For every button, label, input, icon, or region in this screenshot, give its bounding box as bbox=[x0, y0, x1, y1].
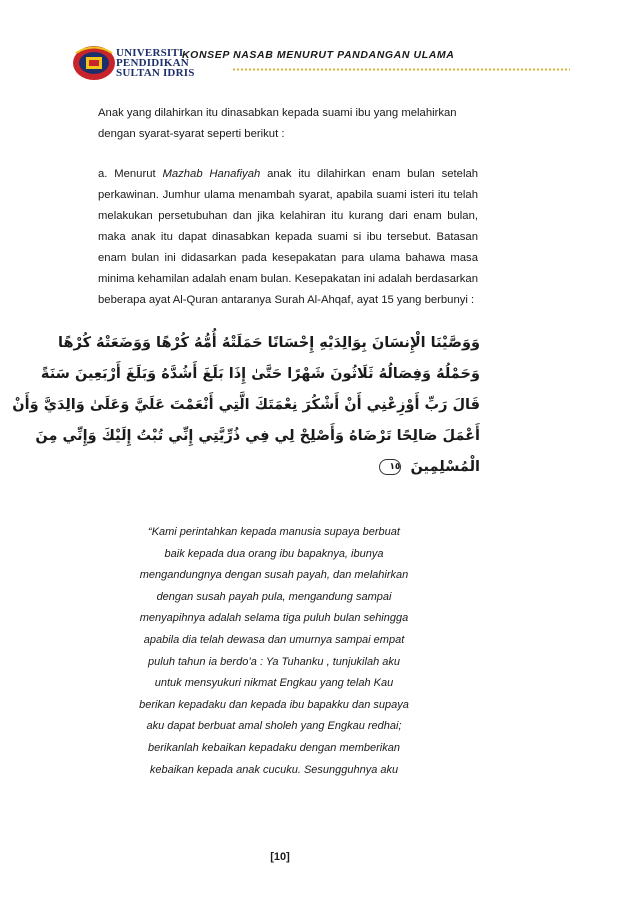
translation-line: kebaikan kepada anak cucuku. Sesungguhnya aku bbox=[149, 763, 399, 776]
university-crest-icon bbox=[72, 44, 116, 82]
quran-verse-line: الْمُسْلِمِينَ bbox=[410, 459, 480, 475]
translation-line: aku dapat berbuat amal sholeh yang Engkau redhai; bbox=[146, 720, 402, 733]
page-header bbox=[72, 40, 572, 90]
verse-translation bbox=[118, 522, 430, 781]
point-a-label: a. bbox=[98, 168, 108, 180]
intro-paragraph: Anak yang dilahirkan itu dinasabkan kepada suami ibu yang melahirkan dengan syarat-syarat seperti berikut : bbox=[98, 107, 457, 140]
translation-line: berikanlah kebaikan kepadaku dengan memberikan bbox=[148, 741, 400, 754]
translation-line: dengan susah payah pula, mengandung sampai bbox=[156, 590, 392, 603]
university-line-2: PENDIDIKAN bbox=[116, 57, 189, 69]
quran-verse-line: وَوَصَّيْنَا الْإِنسَانَ بِوَالِدَيْهِ إِحْسَانًا حَمَلَتْهُ أُمُّهُ كُرْهًا وَوَضَعَتْهُ كُرْهًا bbox=[58, 335, 480, 351]
quran-verse-line: قَالَ رَبِّ أَوْزِعْنِي أَنْ أَشْكُرَ نِعْمَتَكَ الَّتِي أَنْعَمْتَ عَلَيَّ وَعَلَىٰ وَالِدَيَّ وَأَنْ bbox=[12, 397, 480, 413]
translation-line: puluh tahun ia berdo’a : Ya Tuhanku , tunjukilah aku bbox=[148, 655, 400, 668]
university-line-1: UNIVERSITI bbox=[116, 47, 184, 59]
point-a-text: anak itu dilahirkan enam bulan setelah perkawinan. Jumhur ulama menambah syarat, apabila suami isteri itu telah melakukan persetubuhan dan jika kelahiran itu kurang dari enam bulan, maka anak itu dapat dinasabkan kepada suami si ibu tersebut. Batasan enam bulan ini didasarkan pada kesepakatan para ulama bahawa masa minima kehamilan adalah enam bulan. Kesepakatan ini adalah berdasarkan beberapa ayat Al-Quran antaranya Surah Al-Ahqaf, ayat 15 yang berbunyi : bbox=[98, 168, 479, 306]
translation-line: “Kami perintahkan kepada manusia supaya berbuat bbox=[148, 526, 400, 538]
university-line-3: SULTAN IDRIS bbox=[116, 67, 195, 79]
quran-verse-last-line bbox=[104, 452, 480, 483]
quran-verse-line: أَعْمَلَ صَالِحًا تَرْضَاهُ وَأَصْلِحْ لِي فِي ذُرِّيَّتِي إِنِّي تُبْتُ إِلَيْكَ وَإِنِّي مِنَ bbox=[35, 428, 480, 444]
header-dotted-rule bbox=[232, 68, 570, 71]
translation-line: apabila dia telah dewasa dan umurnya sampai empat bbox=[143, 633, 405, 646]
point-a-paragraph bbox=[98, 164, 478, 311]
translation-line: menyapihnya adalah selama tiga puluh bulan sehingga bbox=[139, 612, 409, 625]
translation-line: mengandungnya dengan susah payah, dan melahirkan bbox=[139, 569, 409, 582]
page-number: [10] bbox=[270, 851, 290, 863]
translation-line: untuk mensyukuri nikmat Engkau yang telah Kau bbox=[154, 677, 394, 690]
quran-verse-line: وَحَمْلُهُ وَفِصَالُهُ ثَلَاثُونَ شَهْرًا حَتَّىٰ إِذَا بَلَغَ أَشُدَّهُ وَبَلَغَ أَرْبَعِينَ سَنَةً bbox=[40, 366, 480, 382]
translation-line: baik kepada dua orang ibu bapaknya, ibunya bbox=[164, 547, 384, 560]
mazhab-name: Mazhab Hanafiyah bbox=[162, 168, 261, 180]
page-header-title: KONSEP NASAB MENURUT PANDANGAN ULAMA bbox=[182, 49, 455, 61]
translation-line: berikan kepadaku dan kepada ibu bapakku dan supaya bbox=[139, 698, 409, 711]
quran-verse-block bbox=[12, 328, 480, 514]
point-a-prefix: Menurut bbox=[114, 168, 156, 180]
ayah-number-marker: ١٥ bbox=[379, 459, 401, 475]
